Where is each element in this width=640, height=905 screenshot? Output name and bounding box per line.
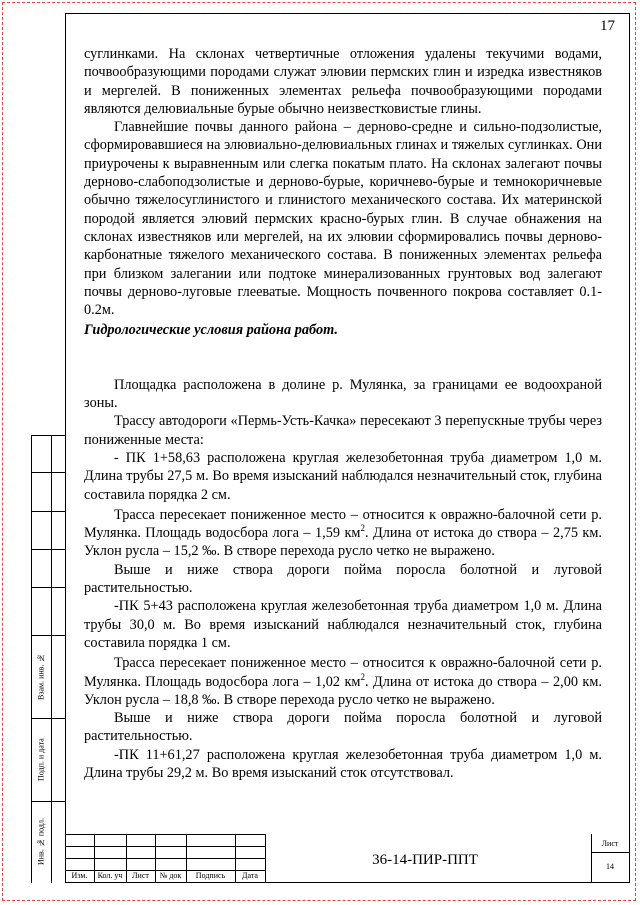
column-date: Дата	[242, 871, 258, 880]
paragraph-pk3: -ПК 11+61,27 расположена круглая железобетонная труба диаметром 1,0 м. Длина трубы 29,2 м. Во время изысканий сток отсутствовал.	[84, 746, 602, 781]
paragraph-soil-1: суглинками. На склонах четвертичные отложения удалены текучими водами, почвообразующими породами служат элювии пермских глин и изредка известняков и мергелей. В пониженных элементах рельефа почвообразующими породами являются делювиальные бурые обычно неизвестковистые глины.	[84, 46, 602, 117]
title-block	[65, 834, 630, 883]
paragraph-route: Трассу автодороги «Пермь-Усть-Качка» пересекают 3 перепускные трубы через пониженные места:	[84, 413, 602, 448]
side-stamp-line	[51, 435, 52, 883]
paragraph-floodplain-2: Выше и ниже створа дороги пойма поросла болотной и луговой растительностью.	[84, 710, 602, 745]
paragraph-basin-2: Трасса пересекает пониженное место – относится к овражно-балочной сети р. Мулянка. Площадь водосбора лога – 1,02 $км^2$. Длина от истока до створа – 2,00 км. Уклон русла – 18,8 ‰. В створе перехода русло четко не выражено.	[84, 655, 602, 708]
side-label-replacement-inv: Взам. инв. №	[36, 653, 46, 700]
side-stamp-line	[31, 472, 65, 473]
column-change: Изм.	[71, 871, 88, 880]
side-label-original-inv: Инв. № подл.	[36, 818, 46, 866]
column-sheet: Лист	[132, 871, 149, 880]
column-doc-number: № док	[159, 871, 182, 880]
title-block-line	[591, 852, 630, 853]
spacer	[84, 340, 602, 376]
side-stamp-line	[31, 435, 65, 436]
sheet-number: 14	[606, 862, 614, 871]
paragraph-zone: Площадка расположена в долине р. Мулянка, за границами ее водоохраной зоны.	[84, 376, 602, 412]
side-label-signature-date: Подп. и дата	[36, 738, 46, 781]
section-heading: Гидрологические условия района работ.	[84, 322, 338, 339]
sheet-label: Лист	[601, 839, 619, 848]
side-stamp	[31, 435, 65, 883]
paragraph-floodplain-1: Выше и ниже створа дороги пойма поросла болотной и луговой растительностью.	[84, 561, 602, 597]
document-body	[84, 45, 602, 782]
side-stamp-line	[31, 511, 65, 512]
paragraph-soil-2: Главнейшие почвы данного района – дерново-средне и сильно-подзолистые, сформировавшиеся на элювиально-делювиальных глинах и тяжелых суглинках. Они приурочены к выравненным или слегка покатым плато. На склонах залегают почвы дерново-слабоподзолистые и дерново-бурые, коричнево-бурые и темнокоричневые обычно тяжелосуглинистого и глинистого механического состава. Их материнской породой является элювий пермских красно-бурых глин. В случае обнажения на склонах известняков или мергелей, на их элювии сформировались почвы дерново-карбонатные тяжелого механического состава. В пониженных элементах рельефа при близком залегании или подтоке минерализованных грунтовых вод залегают почвы дерново-луговые глееватые. Мощность почвенного покрова составляет 0.1-0.2м.	[84, 119, 602, 319]
side-stamp-line	[31, 587, 65, 588]
column-quantity: Кол. уч	[97, 871, 123, 880]
page-number: 17	[600, 18, 615, 34]
column-signature: Подпись	[195, 871, 226, 880]
paragraph-basin-1: Трасса пересекает пониженное место – относится к овражно-балочной сети р. Мулянка. Площадь водосбора лога – 1,59 $км^2$. Длина от истока до створа – 2,75 км. Уклон русла – 15,2 ‰. В створе перехода русло четко не выражено.	[84, 506, 602, 560]
paragraph-pk1: - ПК 1+58,63 расположена круглая железобетонная труба диаметром 1,0 м. Длина трубы 27,5 м. Во время изысканий наблюдался незначительный сток, глубина составила порядка 2 см.	[84, 449, 602, 503]
side-stamp-line	[31, 549, 65, 550]
paragraph-pk2: -ПК 5+43 расположена круглая железобетонная труба диаметром 1,0 м. Длина трубы 30,0 м. Во время изысканий наблюдался незначительный сток, глубина составила порядка 1 см.	[84, 598, 602, 651]
document-code: 36-14-ПИР-ППТ	[372, 852, 478, 868]
